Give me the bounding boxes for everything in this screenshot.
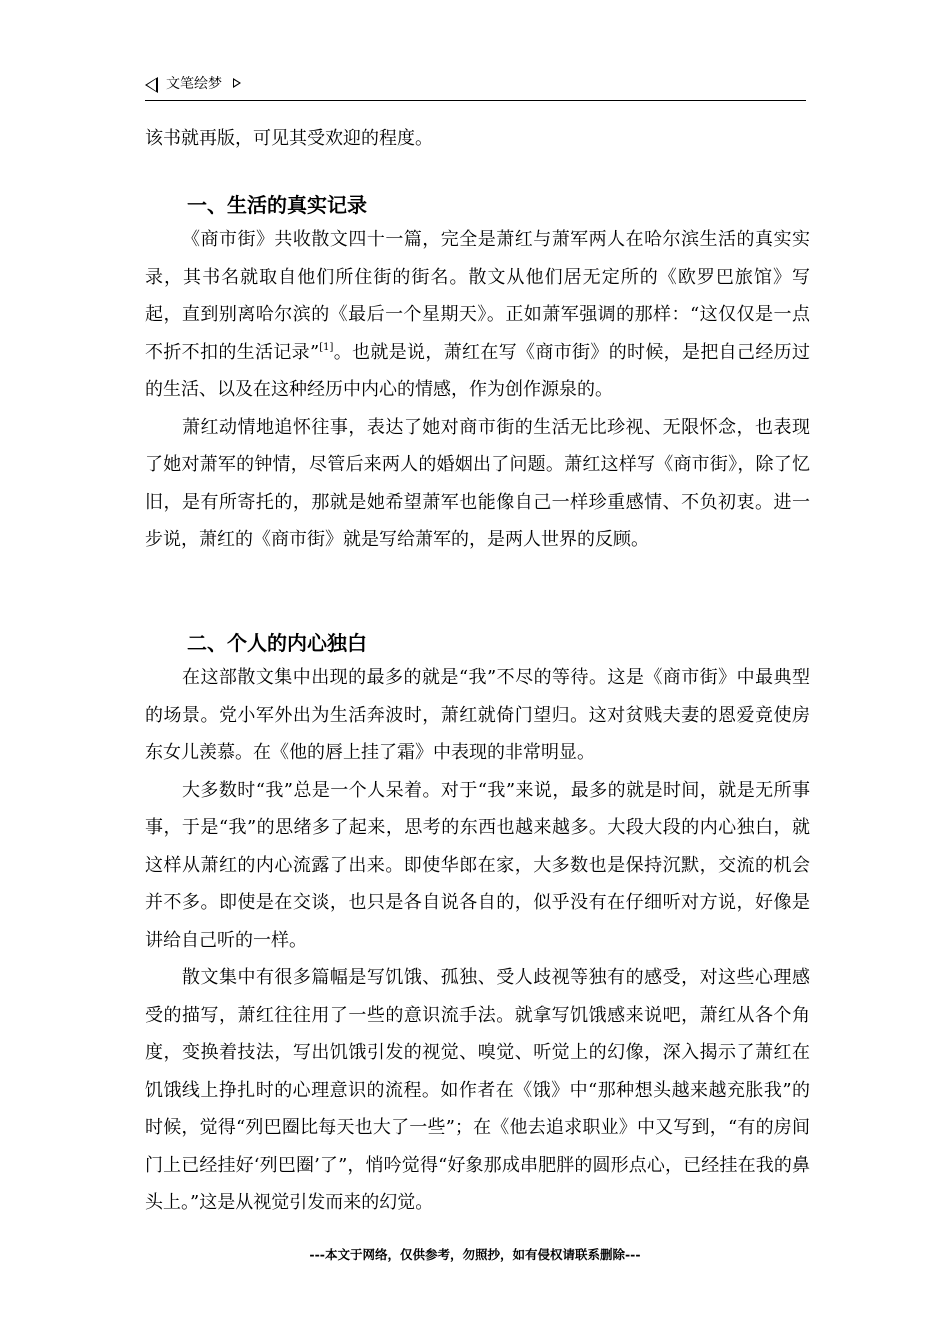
section2-paragraph-3: 散文集中有很多篇幅是写饥饿、孤独、受人歧视等独有的感受，对这些心理感受的描写，萧红往往用了一些的意识流手法。就拿写饥饿感来说吧，萧红从各个角度，变换着技法，写出饥饿引发的视觉、嗅觉、听觉上的幻像，深入揭示了萧红在饥饿线上挣扎时的心理意识的流程。如作者在《饿》中“那种想头越来越充胀我”的时候，觉得“列巴圈比每天也大了一些”；在《他去追求职业》中又写到，“有的房间门上已经挂好‘列巴圈’了”，悄吟觉得“好象那成串肥胖的圆形点心，已经挂在我的鼻头上。”这是从视觉引发而来的幻觉。 [145,967,810,1213]
section2-paragraph-1: 在这部散文集中出现的最多的就是“我”不尽的等待。这是《商市街》中最典型的场景。党小军外出为生活奔波时，萧红就倚门望归。这对贫贱夫妻的恩爱竟使房东女儿羡慕。在《他的唇上挂了霜》中表现的非常明显。 [145,667,810,763]
right-triangle-icon [233,78,241,88]
footnote-marker: [1] [319,341,334,353]
section2-heading: 二、个人的内心独白 [187,631,367,655]
section1-paragraph-2: 萧红动情地追怀往事，表达了她对商市街的生活无比珍视、无限怀念，也表现了她对萧军的钟情，尽管后来两人的婚姻出了问题。萧红这样写《商市街》，除了忆旧，是有所寄托的，那就是她希望萧军也能像自己一样珍重感情、不负初衷。进一步说，萧红的《商市街》就是写给萧军的，是两人世界的反顾。 [145,416,810,550]
section1-heading: 一、生活的真实记录 [187,193,367,217]
section2-body [145,659,810,1222]
section1-paragraph-1: 《商市街》共收散文四十一篇，完全是萧红与萧军两人在哈尔滨生活的真实实录，其书名就取自他们所住街的街名。散文从他们居无定所的《欧罗巴旅馆》写起，直到别离哈尔滨的《最后一个星期天》。正如萧军强调的那样：“这仅仅是一点不折不扣的生活记录”[1]。也就是说，萧红在写《商市街》的时候，是把自己经历过的生活、以及在这种经历中内心的情感，作为创作源泉的。 [145,229,811,400]
header-title: 文笔绘梦 [166,76,222,92]
intro-line: 该书就再版，可见其受欢迎的程度。 [145,128,433,149]
section2-paragraph-2: 大多数时“我”总是一个人呆着。对于“我”来说，最多的就是时间，就是无所事事，于是“我”的思绪多了起来，思考的东西也越来越多。大段大段的内心独白，就这样从萧红的内心流露了出来。即使华郎在家，大多数也是保持沉默，交流的机会并不多。即使是在交谈，也只是各自说各自的，似乎没有在仔细听对方说，好像是讲给自己听的一样。 [145,779,810,951]
page-header [145,74,806,101]
section1-body [145,221,810,559]
page-footer: ---本文于网络，仅供参考，勿照抄，如有侵权请联系删除--- [309,1247,641,1262]
intro-block [145,120,810,158]
left-triangle-icon [145,77,158,93]
